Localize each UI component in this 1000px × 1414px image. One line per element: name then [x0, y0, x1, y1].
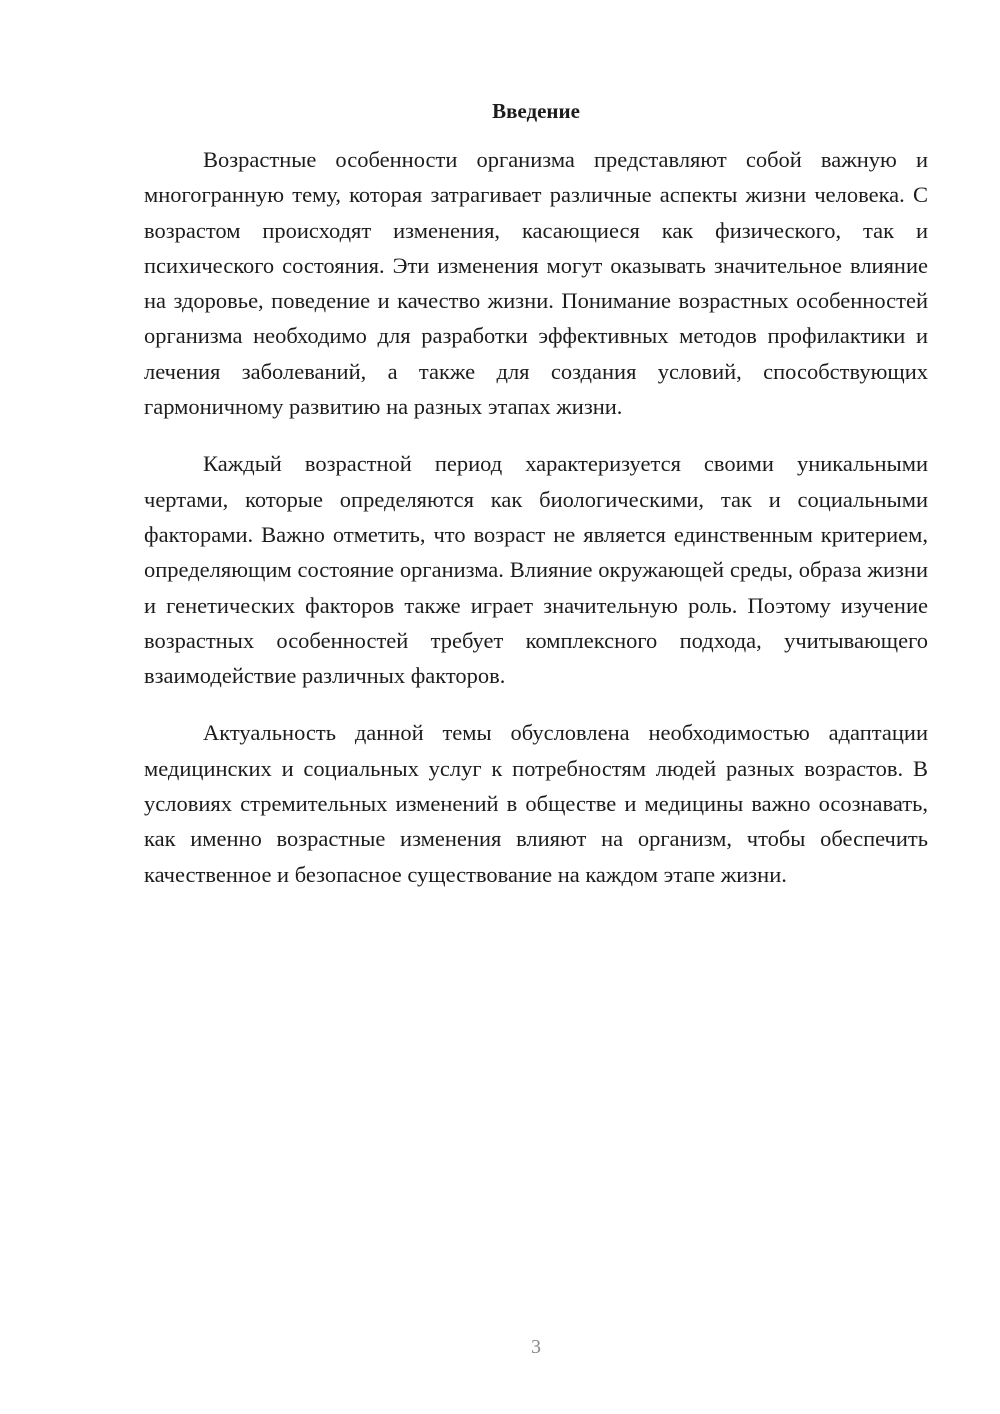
paragraph-1: Возрастные особенности организма представляют собой важную и многогранную тему, которая затрагивает различные аспекты жизни человека. С возрастом происходят изменения, касающиеся как физического, так и психического состояния. Эти изменения могут оказывать значительное влияние на здоровье, поведение и качество жизни. Понимание возрастных особенностей организма необходимо для разработки эффективных методов профилактики и лечения заболеваний, а также для создания условий, способствующих гармоничному развитию на разных этапах жизни. — [144, 147, 928, 420]
page-number: 3 — [531, 1336, 541, 1358]
paragraph-3: Актуальность данной темы обусловлена необходимостью адаптации медицинских и социальных услуг к потребностям людей разных возрастов. В условиях стремительных изменений в обществе и медицины важно осознавать, как именно возрастные изменения влияют на организм, чтобы обеспечить качественное и безопасное существование на каждом этапе жизни. — [144, 720, 928, 887]
body-text — [144, 142, 928, 914]
page-heading: Введение — [492, 99, 580, 123]
paragraph-2: Каждый возрастной период характеризуется своими уникальными чертами, которые определяются как биологическими, так и социальными факторами. Важно отметить, что возраст не является единственным критерием, определяющим состояние организма. Влияние окружающей среды, образа жизни и генетических факторов также играет значительную роль. Поэтому изучение возрастных особенностей требует комплексного подхода, учитывающего взаимодействие различных факторов. — [144, 451, 928, 689]
